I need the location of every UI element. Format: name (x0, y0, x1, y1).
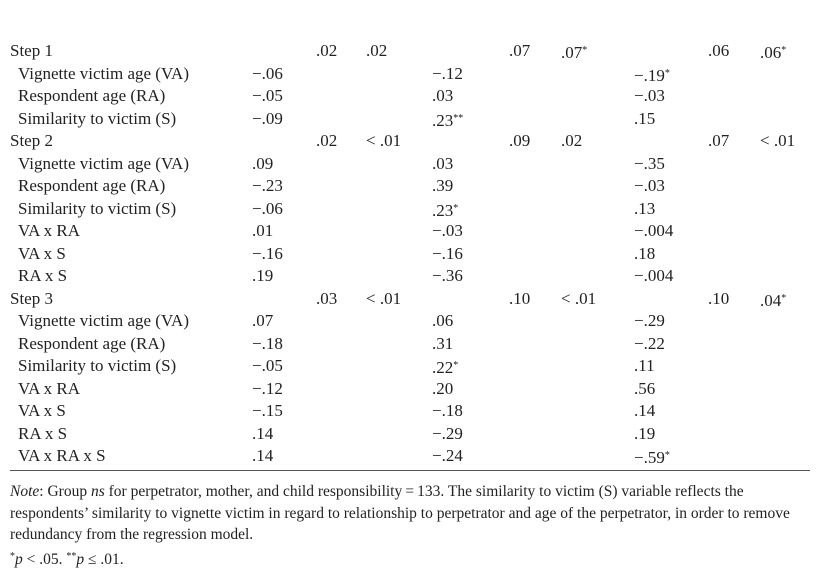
step-row (0, 130, 820, 153)
cell-c7: −.29 (634, 311, 665, 330)
table-row (0, 85, 820, 108)
step-label: Step 1 (10, 41, 53, 60)
cell-c1: −.06 (252, 198, 283, 218)
step-label: Step 2 (10, 131, 53, 150)
table-row (0, 310, 820, 333)
row-label: VA x S (18, 401, 66, 420)
sig-star-1: * (10, 551, 15, 562)
row-label: RA x S (18, 266, 68, 285)
cell-c4: .20 (432, 378, 454, 398)
table-row (0, 355, 820, 378)
significance-note (10, 546, 124, 571)
row-label: VA x RA x S (18, 446, 106, 465)
cell-c4: .23** (432, 110, 464, 130)
cell-c4: −.16 (432, 243, 463, 263)
cell-c1: −.18 (252, 333, 283, 353)
cell-c4: .23* (432, 200, 459, 220)
cell-c7: −.03 (634, 86, 665, 105)
cell-c9: < .01 (760, 131, 796, 150)
cell-c2: .02 (316, 41, 338, 60)
cell-c7: .14 (634, 401, 656, 420)
cell-c1: −.05 (252, 86, 283, 105)
row-label: Similarity to victim (S) (18, 198, 177, 218)
cell-c2: .02 (316, 131, 338, 150)
cell-c7: .11 (634, 356, 655, 375)
cell-c4: −.29 (432, 423, 463, 443)
cell-c7: −.004 (634, 221, 674, 240)
sig-text-2: ≤ .01. (84, 551, 124, 568)
table-note (10, 481, 810, 546)
table-row (0, 445, 820, 468)
cell-c5: .09 (509, 131, 531, 150)
cell-c4: .03 (432, 86, 454, 105)
row-label: Similarity to victim (S) (18, 108, 177, 128)
cell-c5: .07 (509, 41, 531, 60)
row-label: VA x RA (18, 378, 81, 398)
row-label: Respondent age (RA) (18, 176, 166, 195)
cell-c7: .18 (634, 243, 656, 263)
cell-c1: −.23 (252, 176, 283, 195)
row-label: Vignette victim age (VA) (18, 153, 189, 173)
cell-c1: .01 (252, 221, 274, 240)
sig-star-2: ** (66, 551, 77, 562)
cell-c6: .07* (561, 43, 588, 62)
cell-c3: .02 (366, 41, 388, 60)
cell-c1: −.05 (252, 356, 283, 375)
sig-text-1: < .05. (22, 551, 67, 568)
cell-c1: .19 (252, 266, 274, 285)
row-label: Respondent age (RA) (18, 333, 166, 353)
cell-c1: .07 (252, 311, 274, 330)
cell-c4: .22* (432, 358, 459, 377)
cell-c4: .03 (432, 153, 454, 173)
cell-c7: −.22 (634, 333, 665, 353)
cell-c7: −.004 (634, 266, 674, 285)
cell-c8: .06 (708, 41, 730, 60)
table-row (0, 220, 820, 243)
cell-c9: .04* (760, 290, 787, 310)
sig-p-2: p (76, 551, 85, 568)
table-row (0, 175, 820, 198)
cell-c1: −.06 (252, 63, 283, 83)
row-label: Vignette victim age (VA) (18, 63, 189, 83)
cell-c2: .03 (316, 288, 338, 308)
table-row (0, 198, 820, 221)
cell-c1: −.09 (252, 108, 283, 128)
cell-c7: −.03 (634, 176, 665, 195)
cell-c7: −.35 (634, 153, 665, 173)
cell-c7: .15 (634, 108, 656, 128)
note-ns: ns (90, 483, 105, 500)
cell-c7: .13 (634, 198, 656, 218)
cell-c6: < .01 (561, 288, 597, 308)
cell-c4: −.03 (432, 221, 463, 240)
cell-c8: .10 (708, 288, 730, 308)
row-label: VA x RA (18, 221, 81, 240)
cell-c5: .10 (509, 288, 531, 308)
cell-c4: .31 (432, 333, 454, 353)
step-row (0, 288, 820, 311)
table-row (0, 153, 820, 176)
cell-c1: −.15 (252, 401, 283, 420)
cell-c1: −.12 (252, 378, 283, 398)
cell-c7: .19 (634, 423, 656, 443)
cell-c7: .56 (634, 378, 656, 398)
step-row (0, 40, 820, 63)
table-row (0, 378, 820, 401)
cell-c4: −.36 (432, 266, 463, 285)
note-label: Note (10, 483, 40, 500)
sig-p-1: p (15, 551, 23, 568)
cell-c1: .09 (252, 153, 274, 173)
row-label: Similarity to victim (S) (18, 356, 177, 375)
cell-c3: < .01 (366, 288, 402, 308)
table-row (0, 63, 820, 86)
step-label: Step 3 (10, 288, 53, 308)
row-label: Vignette victim age (VA) (18, 311, 189, 330)
cell-c3: < .01 (366, 131, 402, 150)
cell-c7: −.59* (634, 448, 670, 467)
cell-c1: .14 (252, 446, 274, 465)
regression-table (0, 40, 820, 468)
cell-c7: −.19* (634, 65, 670, 85)
note-text-2: for perpetrator, mother, and child responsibility = 133. The similarity to victim (S) variable reflects the respondents’ similarity to vignette victim in regard to relationship to perpetrator and age of the perpetrator, in order to remove redundancy from the regression model. (10, 483, 790, 543)
cell-c6: .02 (561, 131, 583, 150)
note-text-1: : Group (39, 483, 91, 500)
table-row (0, 400, 820, 423)
cell-c9: .06* (760, 43, 787, 62)
cell-c4: .06 (432, 311, 454, 330)
cell-c1: −.16 (252, 243, 283, 263)
cell-c4: −.12 (432, 63, 463, 83)
table-row (0, 333, 820, 356)
row-label: RA x S (18, 423, 68, 443)
table-row (0, 265, 820, 288)
cell-c1: .14 (252, 423, 274, 443)
table-rule (10, 470, 810, 471)
table-row (0, 423, 820, 446)
cell-c8: .07 (708, 131, 730, 150)
table-row (0, 108, 820, 131)
table-row (0, 243, 820, 266)
cell-c4: −.24 (432, 446, 463, 465)
row-label: VA x S (18, 243, 66, 263)
cell-c4: −.18 (432, 401, 463, 420)
cell-c4: .39 (432, 176, 454, 195)
row-label: Respondent age (RA) (18, 86, 166, 105)
